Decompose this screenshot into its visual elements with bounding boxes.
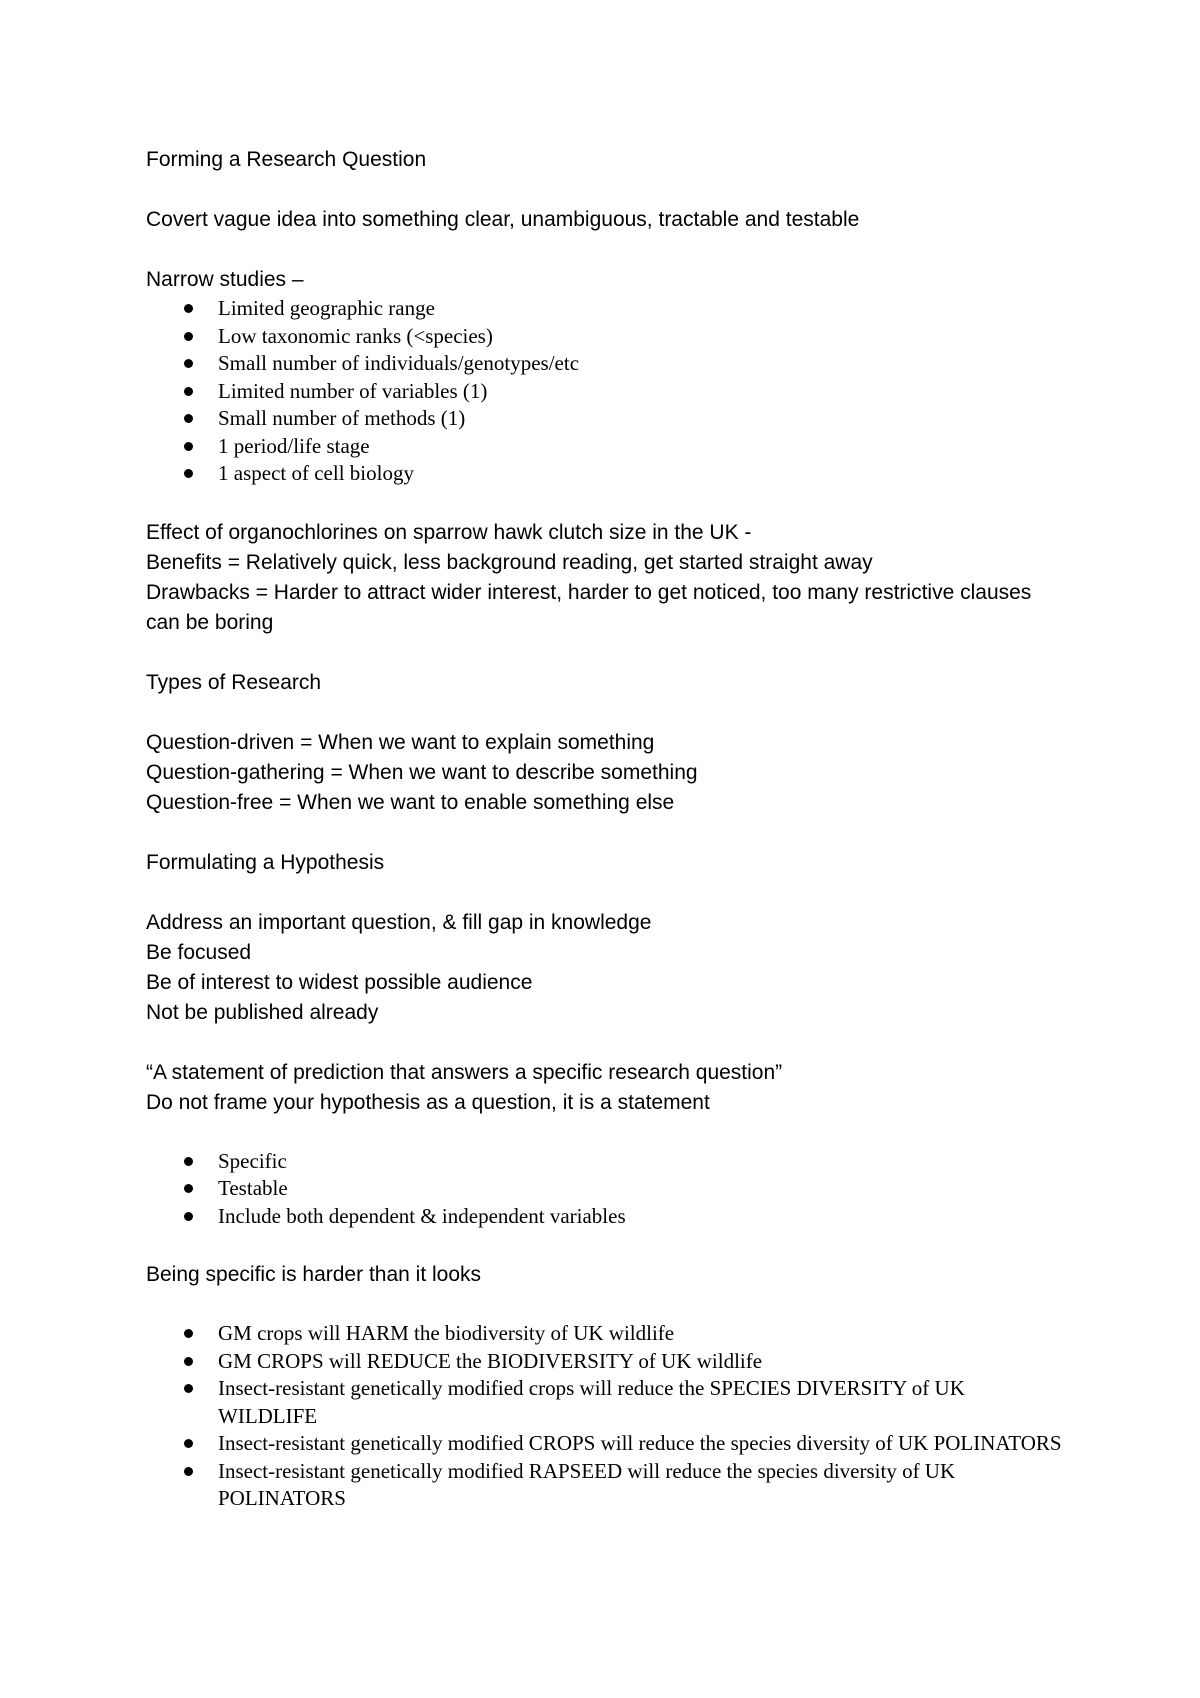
list-item-text: Small number of individuals/genotypes/etc	[218, 351, 580, 375]
bullet-icon	[184, 1212, 193, 1221]
spacer	[146, 1230, 1066, 1260]
hypothesis-point: Be focused	[146, 940, 252, 964]
list-item-text: Limited number of variables (1)	[218, 378, 488, 403]
list-item	[146, 295, 1066, 323]
page-title: Forming a Research Question	[146, 148, 427, 171]
list-item	[146, 1203, 1066, 1231]
spacer	[146, 235, 1066, 265]
list-item-text: Include both dependent & independent variables	[218, 1203, 626, 1228]
spacer	[146, 488, 1066, 518]
spacer	[146, 1290, 1066, 1320]
type-line: Question-free = When we want to enable something else	[146, 790, 675, 814]
document-body	[146, 145, 1066, 1513]
spacer	[146, 878, 1066, 908]
spacer	[146, 638, 1066, 668]
list-item	[146, 460, 1066, 488]
narrow-studies-heading: Narrow studies –	[146, 268, 304, 291]
spacer	[146, 175, 1066, 205]
bullet-icon	[184, 1439, 193, 1448]
list-item-text: GM crops will HARM the biodiversity of UK wildlife	[218, 1321, 675, 1345]
list-item-text: Insect-resistant genetically modified CROPS will reduce the species diversity of UK POLINATORS	[218, 1431, 1062, 1455]
list-item-text: GM CROPS will REDUCE the BIODIVERSITY of UK wildlife	[218, 1348, 763, 1373]
hypothesis-point: Address an important question, & fill gap in knowledge	[146, 910, 652, 934]
list-item	[146, 1320, 1066, 1348]
bullet-icon	[184, 1467, 193, 1476]
types-heading: Types of Research	[146, 670, 322, 694]
list-item	[146, 1175, 1066, 1203]
intro-text: Covert vague idea into something clear, unambiguous, tractable and testable	[146, 208, 860, 231]
bullet-icon	[184, 1329, 193, 1338]
hypothesis-point: Not be published already	[146, 1000, 379, 1024]
benefits-text: Benefits = Relatively quick, less background reading, get started straight away	[146, 550, 873, 574]
spacer	[146, 1118, 1066, 1148]
hypothesis-point: Be of interest to widest possible audience	[146, 970, 533, 994]
list-item	[146, 1348, 1066, 1376]
definition-note: Do not frame your hypothesis as a question, it is a statement	[146, 1090, 710, 1114]
specific-examples-list	[146, 1320, 1066, 1513]
spacer	[146, 698, 1066, 728]
bullet-icon	[184, 304, 193, 313]
bullet-icon	[184, 1157, 193, 1166]
definition-quote: “A statement of prediction that answers a specific research question”	[146, 1060, 783, 1084]
example-title: Effect of organochlorines on sparrow hawk clutch size in the UK -	[146, 520, 752, 544]
bullet-icon	[184, 1357, 193, 1366]
bullet-icon	[184, 414, 193, 423]
list-item-text: Limited geographic range	[218, 296, 435, 320]
bullet-icon	[184, 359, 193, 368]
type-line: Question-gathering = When we want to describe something	[146, 760, 698, 784]
criteria-list	[146, 1148, 1066, 1231]
specific-heading: Being specific is harder than it looks	[146, 1263, 482, 1286]
spacer	[146, 818, 1066, 848]
drawbacks-text: Drawbacks = Harder to attract wider interest, harder to get noticed, too many restrictive clauses can be boring	[146, 580, 1032, 634]
list-item	[146, 433, 1066, 461]
list-item	[146, 1148, 1066, 1176]
list-item-text: Testable	[218, 1176, 288, 1200]
list-item-text: 1 aspect of cell biology	[218, 461, 414, 485]
bullet-icon	[184, 469, 193, 478]
bullet-icon	[184, 442, 193, 451]
narrow-studies-list	[146, 295, 1066, 488]
bullet-icon	[184, 332, 193, 341]
type-line: Question-driven = When we want to explain something	[146, 730, 655, 754]
list-item-text: Insect-resistant genetically modified RAPSEED will reduce the species diversity of UK POLINATORS	[218, 1458, 956, 1510]
hypothesis-heading: Formulating a Hypothesis	[146, 850, 385, 874]
list-item-text: Specific	[218, 1148, 287, 1173]
list-item	[146, 378, 1066, 406]
list-item	[146, 1458, 1066, 1513]
list-item-text: 1 period/life stage	[218, 433, 370, 458]
bullet-icon	[184, 1184, 193, 1193]
bullet-icon	[184, 1384, 193, 1393]
list-item	[146, 1430, 1066, 1458]
spacer	[146, 1028, 1066, 1058]
list-item	[146, 350, 1066, 378]
list-item	[146, 323, 1066, 351]
list-item	[146, 405, 1066, 433]
list-item-text: Insect-resistant genetically modified crops will reduce the SPECIES DIVERSITY of UK WILDLIFE	[218, 1376, 965, 1428]
bullet-icon	[184, 387, 193, 396]
list-item-text: Low taxonomic ranks (<species)	[218, 323, 493, 348]
list-item-text: Small number of methods (1)	[218, 406, 466, 430]
list-item	[146, 1375, 1066, 1430]
